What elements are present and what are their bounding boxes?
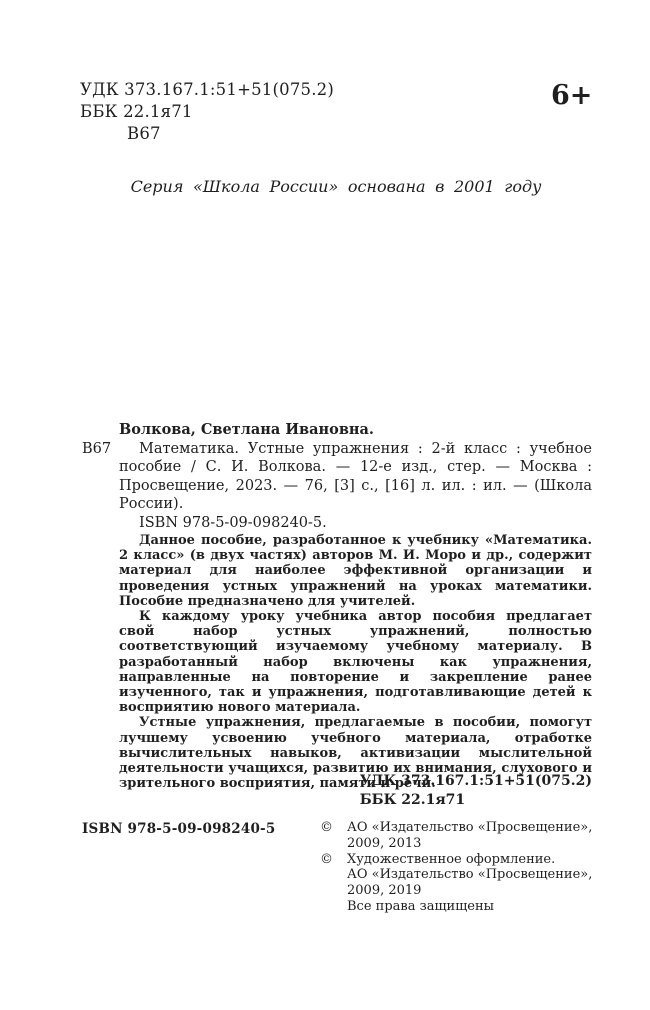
- biblio-author-heading: Волкова, Светлана Ивановна.: [119, 421, 374, 438]
- annotation-paragraph-2: К каждому уроку учебника автор пособия предлагает свой набор устных упражнений, полностью соответствующий изучаемому учебному материалу. В разработанный набор включены как упражнения, направленные на повторение и закрепление ранее изученного, так и упражнения, подготавливающие детей к восприятию нового материала.: [119, 609, 592, 716]
- annotation-paragraph-1: Данное пособие, разработанное к учебнику «Математика. 2 класс» (в двух частях) авторов М. И. Моро и др., содержит материал для наиболее эффективной организации и проведения устных упражнений на уроках математики. Пособие предназначено для учителей.: [119, 533, 592, 609]
- copyright-line: АО «Издательство «Просвещение»,: [347, 820, 593, 835]
- copyright-line: 2009, 2019: [347, 883, 422, 899]
- copyright-line: АО «Издательство «Просвещение»,: [347, 867, 593, 883]
- annotation-block: [119, 533, 592, 791]
- udk-code: УДК 373.167.1:51+51(075.2): [80, 80, 335, 99]
- biblio-description: Математика. Устные упражнения : 2-й класс : учебное пособие / С. И. Волкова. — 12-е изд., стер. — Москва : Просвещение, 2023. — 76, [3] с., [16] л. ил. : ил. — (Школа России).: [119, 440, 592, 512]
- biblio-isbn-line: ISBN 978-5-09-098240-5.: [139, 514, 327, 531]
- annotation-paragraph-3: Устные упражнения, предлагаемые в пособии, помогут лучшему усвоению учебного материала, отработке вычислительных навыков, активизации мыслительной деятельности учащихся, развитию их внимания, слухового и зрительного восприятия, памяти и речи.: [119, 715, 592, 792]
- author-sign-code: В67: [127, 124, 161, 143]
- bbk-code-bottom: ББК 22.1я71: [359, 792, 466, 808]
- copyright-block: [320, 820, 615, 915]
- copyright-entry-lines: [347, 820, 615, 852]
- copyright-line: 2009, 2013: [347, 835, 422, 851]
- biblio-author-sign-code: В67: [82, 440, 112, 457]
- isbn-footer: ISBN 978-5-09-098240-5: [82, 821, 276, 837]
- copyright-line: Художественное оформление.: [347, 851, 556, 867]
- copyright-entry-artwork: [320, 852, 615, 915]
- top-classification-block: [80, 79, 334, 145]
- bbk-code: ББК 22.1я71: [80, 102, 193, 121]
- copyright-entry-lines: [347, 852, 615, 915]
- series-note: Серия «Школа России» основана в 2001 году: [130, 177, 542, 196]
- udk-code-bottom: УДК 373.167.1:51+51(075.2): [359, 773, 592, 789]
- age-rating-badge: 6+: [551, 80, 593, 111]
- copyright-symbol: ©: [320, 851, 333, 867]
- copyright-symbol: ©: [320, 820, 333, 835]
- bibliographic-record: [82, 421, 592, 532]
- bottom-classification-block: [360, 772, 592, 810]
- copyright-entry-publisher: [320, 820, 615, 852]
- copyright-line: Все права защищены: [347, 898, 494, 914]
